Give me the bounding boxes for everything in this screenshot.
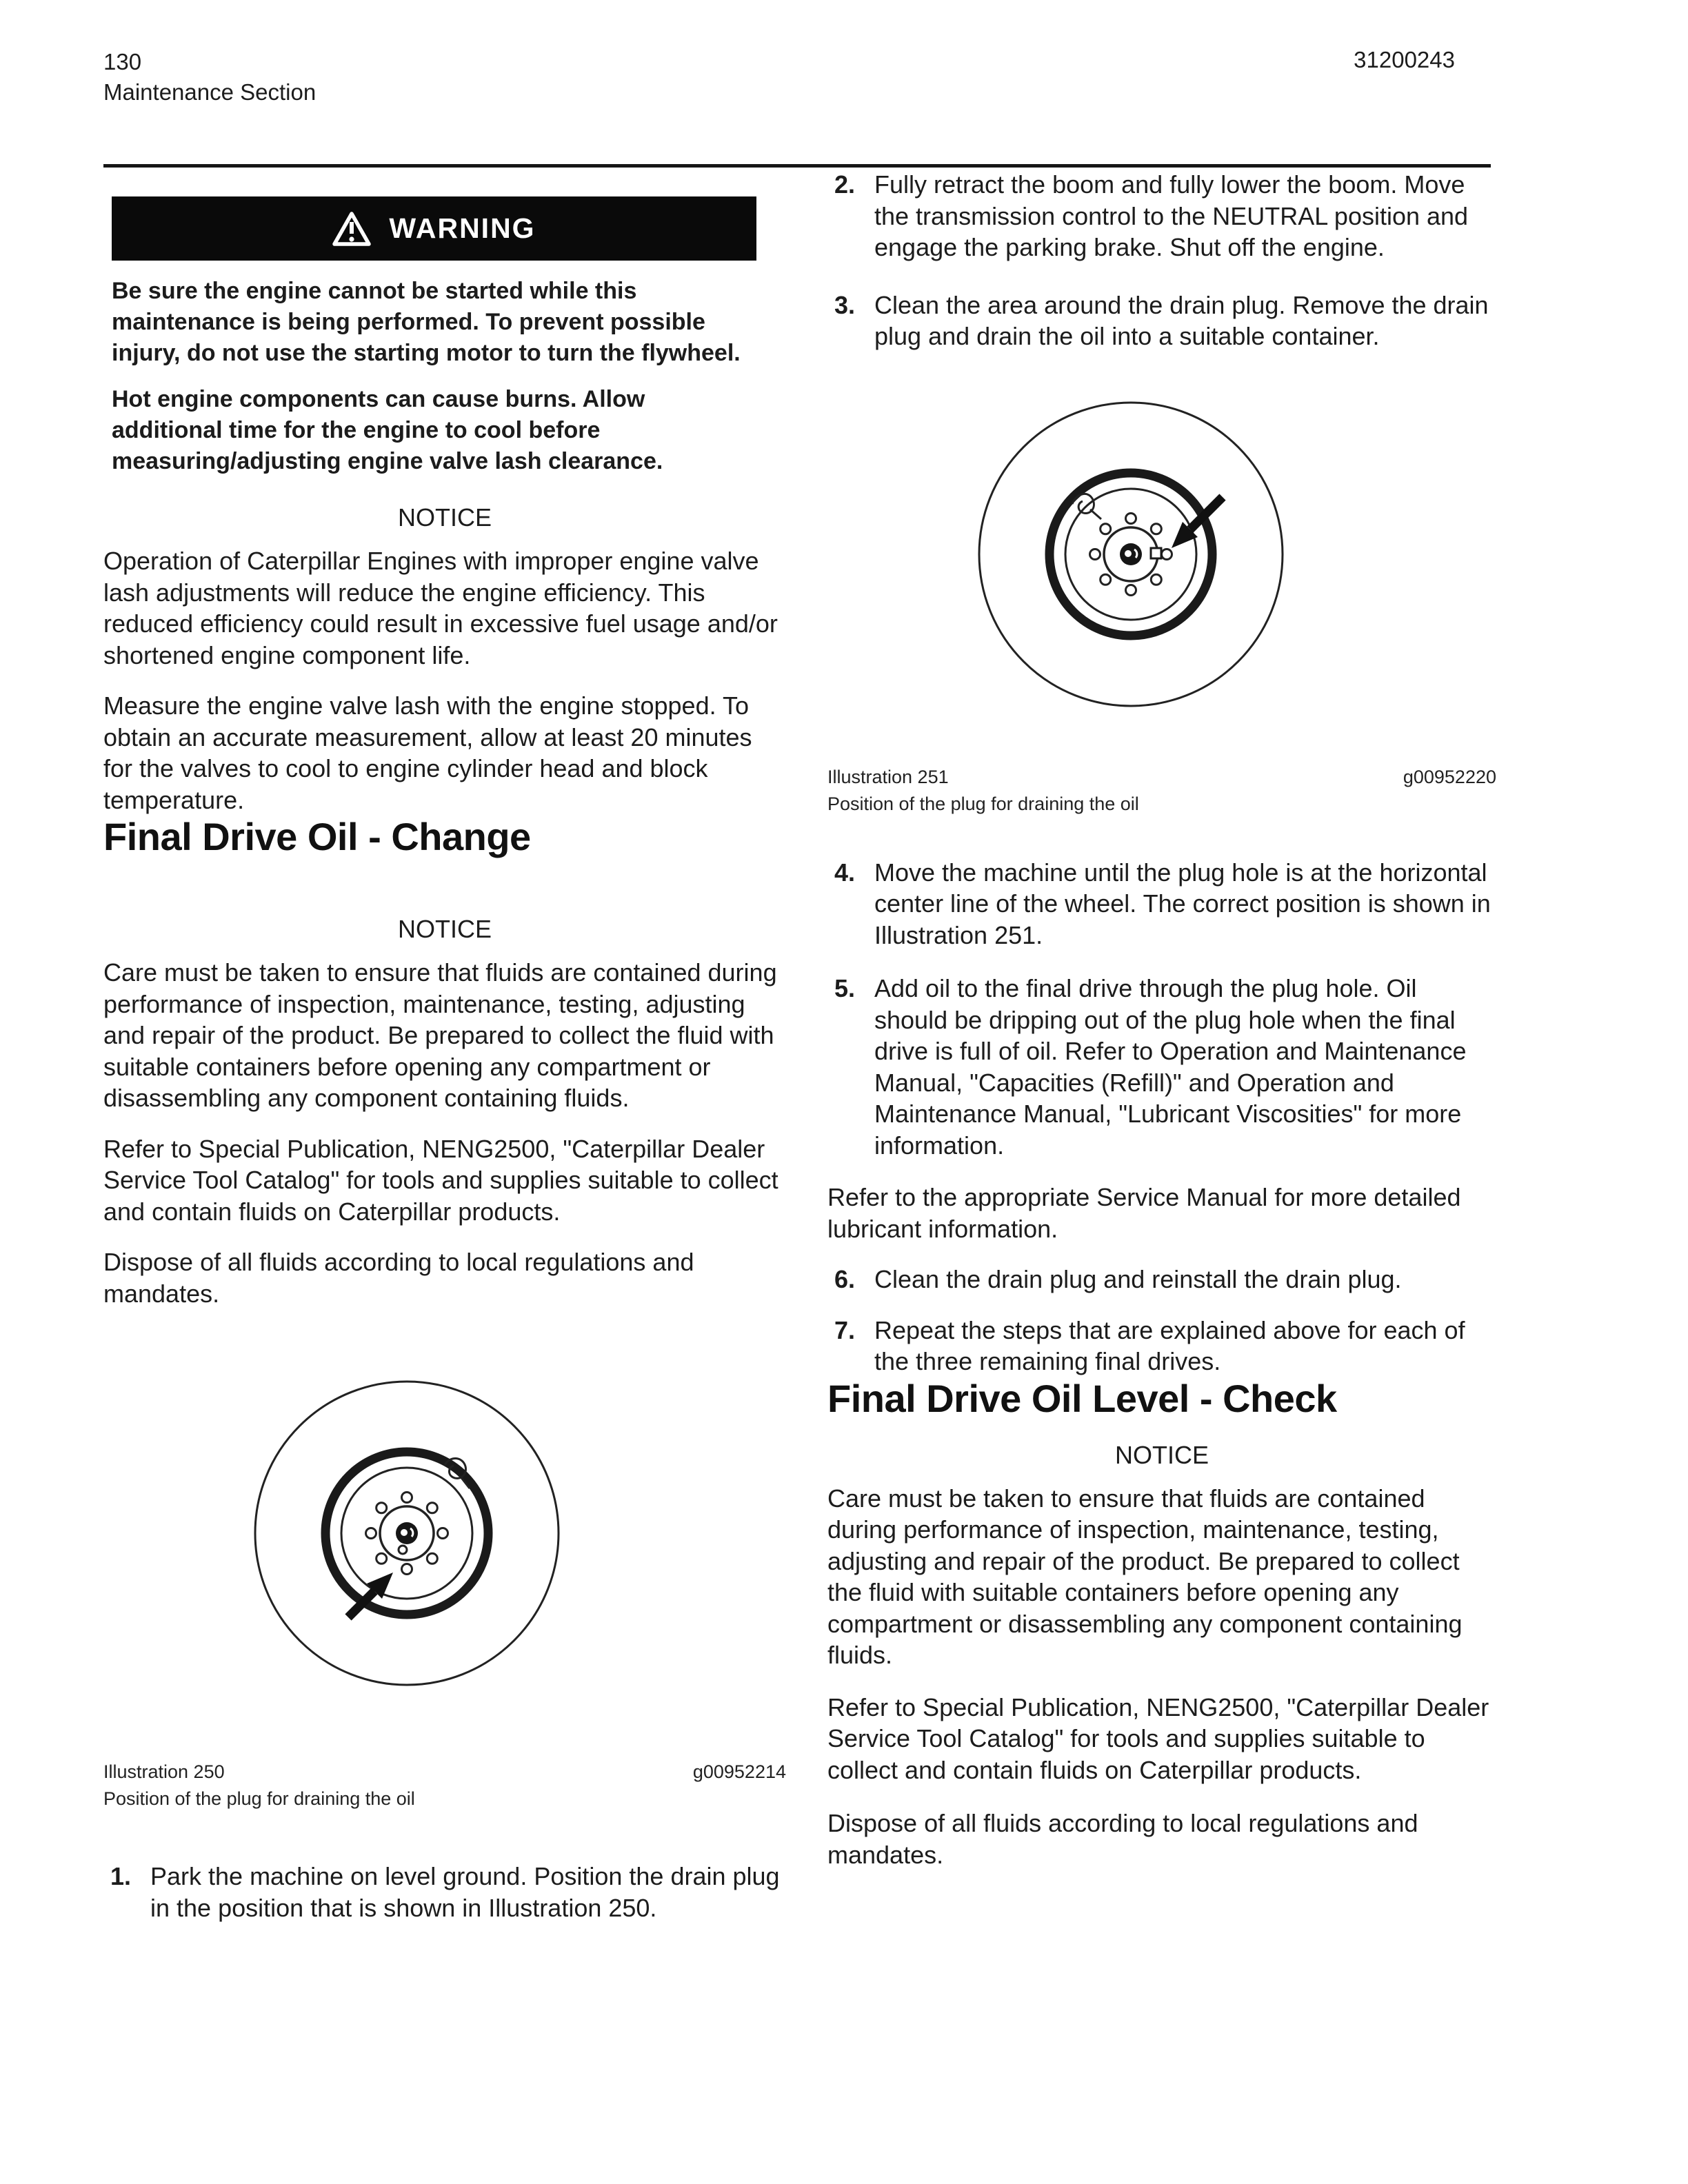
illustration-label: Illustration 251 (827, 766, 949, 787)
bolt-hole (427, 1503, 437, 1513)
step-number: 1. (110, 1862, 132, 1890)
warning-title: WARNING (389, 212, 536, 244)
step-item (827, 169, 1496, 263)
bolt-hole (1162, 549, 1172, 559)
bolt-hole (376, 1503, 387, 1513)
bolt-hole (427, 1553, 437, 1564)
warning-bar (112, 196, 756, 261)
bolt-hole (1126, 513, 1136, 523)
section-heading-change: Final Drive Oil - Change (103, 815, 531, 858)
notice-block (103, 502, 786, 816)
page-number: 130 (103, 49, 142, 74)
notice-title: NOTICE (397, 915, 492, 943)
left-column (103, 196, 786, 1923)
bolt-hole (1090, 549, 1101, 559)
paragraph-refer-special-publication: Refer to Special Publication, NENG2500, "Caterpillar Dealer Service Tool Catalog" for tools and supplies suitable to collect and contain fluids on Caterpillar products. (103, 1134, 778, 1226)
header-rule (103, 164, 1491, 168)
step-number: 4. (834, 858, 856, 887)
paragraph-dispose-fluids: Dispose of all fluids according to local regulations and mandates. (827, 1809, 1418, 1869)
step-number: 2. (834, 170, 856, 199)
figure-illustration-251 (827, 392, 1496, 814)
illustration-code: g00952220 (1403, 766, 1496, 787)
warning-triangle-icon (332, 212, 371, 246)
notice-paragraph: Measure the engine valve lash with the engine stopped. To obtain an accurate measurement, allow at least 20 minutes for the valves to cool to engine cylinder head and block temperature. (103, 691, 752, 814)
drain-plug-hole (1151, 548, 1161, 558)
bolt-hole (1151, 574, 1161, 585)
bolt-hole (438, 1528, 448, 1539)
notice-block (103, 913, 786, 1114)
step-text: Fully retract the boom and fully lower the boom. Move the transmission control to the NEUTRAL position and engage the parking brake. Shut off the engine. (874, 170, 1469, 261)
paragraph-service-manual: Refer to the appropriate Service Manual for more detailed lubricant information. (827, 1183, 1461, 1243)
step-text: Move the machine until the plug hole is at the horizontal center line of the wheel. The correct position is shown in Illustration 251. (874, 858, 1491, 949)
wheel-drawing-250 (245, 1371, 569, 1695)
right-column (827, 169, 1496, 1870)
step-number: 5. (834, 974, 856, 1002)
illustration-caption: Position of the plug for draining the oil (103, 1788, 415, 1809)
drain-plug-detail (401, 1529, 408, 1536)
notice-paragraph: Operation of Caterpillar Engines with improper engine valve lash adjustments will reduce the engine efficiency. This reduced efficiency could result in excessive fuel usage and/or shortened engine component life. (103, 547, 778, 669)
paragraph-dispose-fluids: Dispose of all fluids according to local regulations and mandates. (103, 1248, 694, 1308)
section-title: Maintenance Section (103, 79, 316, 105)
step-text: Add oil to the final drive through the plug hole. Oil should be dripping out of the plug hole when the final drive is full of oil. Refer to Operation and Maintenance Manual, "Capacities (Refill)" and Operation and Maintenance Manual, "Lubricant Viscosities" for more information. (874, 974, 1467, 1160)
figure-caption (103, 1761, 786, 1809)
bolt-hole (1151, 523, 1161, 534)
bolt-hole (366, 1528, 376, 1539)
warning-paragraph: Be sure the engine cannot be started while this maintenance is being performed. To prevent possible injury, do not use the starting motor to turn the flywheel. (112, 278, 741, 366)
warning-box (112, 196, 756, 477)
bolt-hole (1126, 585, 1136, 595)
page-header-left (103, 47, 316, 108)
paragraph-refer-special-publication: Refer to Special Publication, NENG2500, "Caterpillar Dealer Service Tool Catalog" for tools and supplies suitable to collect and contain fluids on Caterpillar products. (827, 1692, 1489, 1784)
figure-caption (827, 766, 1496, 814)
step-text: Clean the area around the drain plug. Remove the drain plug and drain the oil into a suitable container. (874, 290, 1489, 350)
notice-paragraph: Care must be taken to ensure that fluids are contained during performance of inspection, maintenance, testing, adjusting and repair of the product. Be prepared to collect the fluid with suitable containers before opening any compartment or disassembling any component containing fluids. (103, 958, 777, 1112)
bolt-hole (402, 1564, 412, 1575)
section-heading-check: Final Drive Oil Level - Check (827, 1376, 1337, 1420)
notice-title: NOTICE (397, 503, 492, 532)
notice-title: NOTICE (1114, 1440, 1209, 1469)
step-number: 6. (834, 1265, 856, 1293)
illustration-caption: Position of the plug for draining the oil (827, 793, 1139, 814)
notice-block (827, 1439, 1496, 1671)
bolt-hole (376, 1553, 387, 1564)
drain-plug-detail (1125, 550, 1132, 557)
step-text: Repeat the steps that are explained above for each of the three remaining final drives. (874, 1315, 1465, 1375)
step-number: 7. (834, 1315, 856, 1344)
bolt-hole (1101, 574, 1111, 585)
step-item (827, 290, 1496, 352)
step-number: 3. (834, 290, 856, 319)
illustration-code: g00952214 (692, 1761, 786, 1782)
step-text: Clean the drain plug and reinstall the drain plug. (874, 1265, 1402, 1293)
drain-plug-hole (399, 1546, 407, 1554)
figure-illustration-250 (103, 1371, 786, 1809)
notice-paragraph: Care must be taken to ensure that fluids are contained during performance of inspection, maintenance, testing, adjusting and repair of the product. Be prepared to collect the fluid with suitable containers before opening any compartment or disassembling any component containing fluids. (827, 1484, 1463, 1669)
step-item (827, 973, 1496, 1161)
doc-number: 31200243 (1354, 47, 1455, 72)
illustration-label: Illustration 250 (103, 1761, 225, 1782)
wheel-drawing-251 (969, 392, 1293, 716)
bolt-hole (402, 1493, 412, 1503)
step-item (103, 1861, 786, 1923)
warning-paragraph: Hot engine components can cause burns. Allow additional time for the engine to cool before measuring/adjusting engine valve lash clearance. (112, 386, 663, 474)
step-item (827, 857, 1496, 951)
bolt-hole (1101, 523, 1111, 534)
step-text: Park the machine on level ground. Position the drain plug in the position that is shown in Illustration 250. (150, 1862, 780, 1922)
step-item (827, 1264, 1496, 1295)
step-item (827, 1315, 1496, 1377)
